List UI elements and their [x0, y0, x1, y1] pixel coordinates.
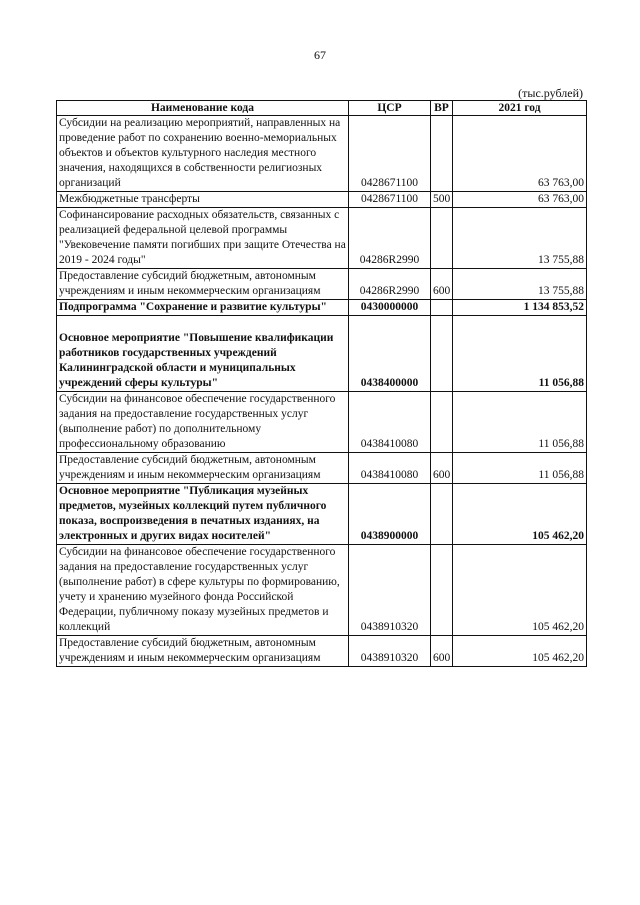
- row-name: Предоставление субсидий бюджетным, автономным учреждениям и иным некоммерческим организациям: [57, 269, 349, 300]
- row-csr: 0430000000: [349, 300, 431, 316]
- row-vr: [431, 484, 453, 545]
- row-amount: 11 056,88: [453, 392, 587, 453]
- table-row: [57, 392, 587, 453]
- row-csr: 0438410080: [349, 392, 431, 453]
- row-amount: 63 763,00: [453, 116, 587, 192]
- row-amount: 63 763,00: [453, 192, 587, 208]
- units-label: (тыс.рублей): [518, 86, 583, 100]
- row-amount: 13 755,88: [453, 208, 587, 269]
- row-csr: 0438410080: [349, 453, 431, 484]
- row-vr: 600: [431, 453, 453, 484]
- row-amount: 105 462,20: [453, 484, 587, 545]
- row-name-wrap: [57, 316, 349, 392]
- header-vr: ВР: [431, 101, 453, 116]
- row-amount: 1 134 853,52: [453, 300, 587, 316]
- row-name: Субсидии на реализацию мероприятий, направленных на проведение работ по сохранению военно-мемориальных объектов и объектов культурного наследия местного значения, находящихся в собственности религиозных организаций: [57, 116, 349, 192]
- row-csr: 0438910320: [349, 636, 431, 667]
- header-year: 2021 год: [453, 101, 587, 116]
- row-name: Предоставление субсидий бюджетным, автономным учреждениям и иным некоммерческим организациям: [57, 636, 349, 667]
- row-name: Субсидии на финансовое обеспечение государственного задания на предоставление государственных услуг (выполнение работ) в сфере культуры по формированию, учету и хранению музейного фонда Российской Федерации, публичному показу музейных предметов и коллекций: [57, 545, 349, 636]
- row-vr: [431, 545, 453, 636]
- row-vr: 500: [431, 192, 453, 208]
- header-name: Наименование кода: [57, 101, 349, 116]
- row-name: Основное мероприятие "Повышение квалификации работников государственных учреждений Калининградской области и муниципальных учреждений сферы культуры": [59, 332, 334, 389]
- row-vr: [431, 316, 453, 392]
- table-row-main-activity: [57, 316, 587, 392]
- row-name: Предоставление субсидий бюджетным, автономным учреждениям и иным некоммерческим организациям: [57, 453, 349, 484]
- row-csr: 0438900000: [349, 484, 431, 545]
- row-vr: [431, 208, 453, 269]
- table-row: [57, 269, 587, 300]
- row-vr: 600: [431, 269, 453, 300]
- row-name: Основное мероприятие "Публикация музейных предметов, музейных коллекций путем публичного показа, воспроизведения в печатных изданиях, на электронных и других видах носителей": [57, 484, 349, 545]
- row-csr: 04286R2990: [349, 269, 431, 300]
- table-row: [57, 116, 587, 192]
- row-amount: 11 056,88: [453, 316, 587, 392]
- row-vr: [431, 392, 453, 453]
- row-amount: 105 462,20: [453, 636, 587, 667]
- table-row: [57, 545, 587, 636]
- row-name: Подпрограмма "Сохранение и развитие культуры": [57, 300, 349, 316]
- table-row: [57, 192, 587, 208]
- row-amount: 13 755,88: [453, 269, 587, 300]
- row-csr: 0428671100: [349, 192, 431, 208]
- row-name: Софинансирование расходных обязательств, связанных с реализацией федеральной целевой программы "Увековечение памяти погибших при защите Отечества на 2019 - 2024 годы": [57, 208, 349, 269]
- row-vr: 600: [431, 636, 453, 667]
- row-csr: 0438400000: [349, 316, 431, 392]
- row-csr: 0438910320: [349, 545, 431, 636]
- row-vr: [431, 116, 453, 192]
- row-amount: 11 056,88: [453, 453, 587, 484]
- table-header-row: [57, 101, 587, 116]
- row-amount: 105 462,20: [453, 545, 587, 636]
- row-csr: 0428671100: [349, 116, 431, 192]
- page-number: 67: [314, 48, 326, 62]
- row-csr: 04286R2990: [349, 208, 431, 269]
- budget-table: [56, 100, 587, 667]
- table-row-main-activity: [57, 484, 587, 545]
- table-row-subprogram: [57, 300, 587, 316]
- row-name: Субсидии на финансовое обеспечение государственного задания на предоставление государственных услуг (выполнение работ) по дополнительному профессиональному образованию: [57, 392, 349, 453]
- row-name: Межбюджетные трансферты: [57, 192, 349, 208]
- table-row: [57, 636, 587, 667]
- header-csr: ЦСР: [349, 101, 431, 116]
- table-row: [57, 208, 587, 269]
- row-vr: [431, 300, 453, 316]
- table-row: [57, 453, 587, 484]
